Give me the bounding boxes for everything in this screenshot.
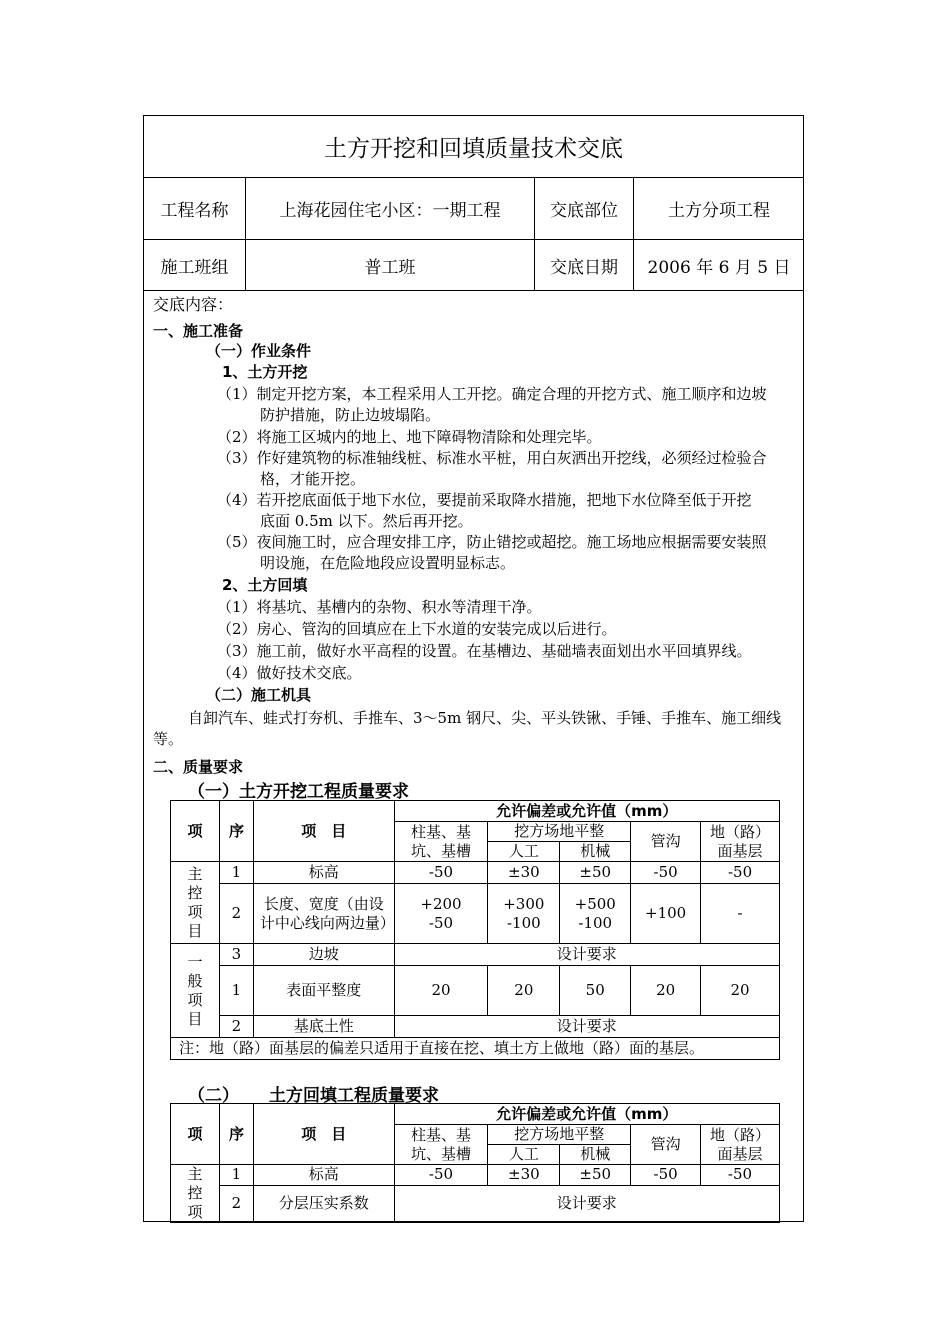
table-cell: 设计要求 [394, 1016, 779, 1038]
table2-h-manual: 人工 [488, 1145, 560, 1165]
table-cell: 长度、宽度（由设计中心线向两边量） [253, 884, 394, 944]
table1-h-col1: 柱基、基 坑、基槽 [394, 822, 488, 862]
para-2: （2）将施工区城内的地上、地下障碍物清除和处理完毕。 [217, 428, 602, 446]
table-cell: +500 -100 [560, 884, 631, 944]
table1-h-site: 挖方场地平整 [488, 822, 631, 842]
table-cell: 20 [488, 966, 560, 1016]
team-row [144, 240, 803, 291]
date-value: 2006 年 6 月 5 日 [633, 240, 804, 290]
table-cell: 1 [219, 1165, 253, 1186]
table2-h-ditch: 管沟 [631, 1125, 701, 1165]
date-label: 交底日期 [534, 240, 633, 290]
para-4a: （4）若开挖底面低于地下水位，要提前采取降水措施，把地下水位降至低于开挖 [217, 491, 752, 509]
table-cell: -50 [394, 1165, 488, 1186]
table1-group-main: 主控项目 [171, 862, 220, 944]
team-label: 施工班组 [160, 257, 229, 278]
table2-group-main: 主控项 [171, 1165, 220, 1223]
table1-caption: （一）土方开挖工程质量要求 [188, 782, 409, 802]
table2-h-item: 项 [171, 1104, 220, 1165]
item-excavation: 1、土方开挖 [222, 363, 308, 381]
table2-h-site: 挖方场地平整 [488, 1125, 631, 1145]
table-cell: 分层压实系数 [253, 1185, 394, 1222]
table-cell: 1 [219, 966, 253, 1016]
table-cell: ±30 [488, 862, 560, 884]
para-5a: （5）夜间施工时，应合理安排工序，防止错挖或超挖。施工场地应根据需要安装照 [217, 533, 767, 551]
table1-h-machine: 机械 [560, 842, 631, 862]
table-cell: +100 [631, 884, 701, 944]
table-cell: 基底土性 [253, 1016, 394, 1038]
part-value: 土方分项工程 [633, 178, 804, 239]
table-cell: 设计要求 [394, 1185, 779, 1222]
para-5b: 明设施，在危险地段应设置明显标志。 [260, 554, 516, 572]
document-title: 土方开挖和回填质量技术交底 [144, 116, 803, 178]
backfill-3: （3）施工前，做好水平高程的设置。在基槽边、基础墙表面划出水平回填界线。 [217, 642, 752, 660]
table2-h-road: 地（路） 面基层 [701, 1125, 780, 1165]
table2-caption: （二） 土方回填工程质量要求 [188, 1086, 439, 1106]
team-value: 普工班 [245, 240, 534, 290]
table-cell: 20 [631, 966, 701, 1016]
table1-h-allow: 允许偏差或允许值（mm） [394, 801, 779, 822]
table1-h-road: 地（路） 面基层 [701, 822, 780, 862]
table-cell: -50 [631, 862, 701, 884]
para-3a: （3）作好建筑物的标准轴线桩、标准水平桩，用白灰洒出开挖线，必须经过检验合 [217, 449, 767, 467]
table-cell: 标高 [253, 1165, 394, 1186]
table1-h-seq: 序 [219, 801, 253, 862]
para-1b: 防护措施，防止边坡塌陷。 [260, 406, 441, 424]
project-row [144, 178, 803, 240]
table1-h-item: 项 [171, 801, 220, 862]
para-1a: （1）制定开挖方案，本工程采用人工开挖。确定合理的开挖方式、施工顺序和边坡 [217, 385, 767, 403]
backfill-1: （1）将基坑、基槽内的杂物、积水等清理干净。 [217, 598, 542, 616]
table2-h-seq: 序 [219, 1104, 253, 1165]
table1-note: 注：地（路）面基层的偏差只适用于直接在挖、填土方上做地（路）面的基层。 [171, 1038, 780, 1060]
table1-h-ditch: 管沟 [631, 822, 701, 862]
table1-group-general: 一般项目 [171, 944, 220, 1038]
table-cell: 20 [394, 966, 488, 1016]
table-cell: 边坡 [253, 944, 394, 966]
subsection-conditions: （一）作业条件 [206, 342, 312, 360]
para-3b: 格，才能开挖。 [260, 470, 366, 488]
table-cell: -50 [701, 862, 780, 884]
table2-h-machine: 机械 [560, 1145, 631, 1165]
table-cell: ±30 [488, 1165, 560, 1186]
table2-h-name: 项 目 [253, 1104, 394, 1165]
table-cell: 设计要求 [394, 944, 779, 966]
backfill-quality-table [170, 1103, 780, 1223]
table2-h-col1: 柱基、基 坑、基槽 [394, 1125, 488, 1165]
table-cell: -50 [701, 1165, 780, 1186]
backfill-2: （2）房心、管沟的回填应在上下水道的安装完成以后进行。 [217, 620, 617, 638]
table-cell: ±50 [560, 1165, 631, 1186]
table-cell: +200 -50 [394, 884, 488, 944]
table-cell: 表面平整度 [253, 966, 394, 1016]
section-2-heading: 二、质量要求 [153, 758, 244, 776]
excavation-quality-table [170, 800, 780, 1060]
table-cell: 50 [560, 966, 631, 1016]
table-cell: 2 [219, 1185, 253, 1222]
table-cell: 3 [219, 944, 253, 966]
table-cell: 标高 [253, 862, 394, 884]
project-name-value: 上海花园住宅小区：一期工程 [245, 178, 534, 239]
table-cell: -50 [631, 1165, 701, 1186]
table-cell: 20 [701, 966, 780, 1016]
document-frame [143, 115, 804, 1222]
subsection-tools: （二）施工机具 [206, 686, 312, 704]
backfill-4: （4）做好技术交底。 [217, 664, 362, 682]
para-4b: 底面 0.5m 以下。然后再开挖。 [260, 512, 473, 530]
table-cell: - [701, 884, 780, 944]
part-label: 交底部位 [534, 178, 633, 239]
tools-line-b: 等。 [153, 730, 184, 748]
table1-h-manual: 人工 [488, 842, 560, 862]
tools-line-a: 自卸汽车、蛙式打夯机、手推车、3～5m 钢尺、尖、平头铁锹、手锤、手推车、施工细线 [188, 709, 782, 727]
table-cell: +300 -100 [488, 884, 560, 944]
project-name-label: 工程名称 [160, 201, 229, 221]
table-cell: 1 [219, 862, 253, 884]
table-cell: 2 [219, 884, 253, 944]
content-label: 交底内容： [153, 295, 234, 314]
table-cell: ±50 [560, 862, 631, 884]
table-cell: -50 [394, 862, 488, 884]
table2-h-allow: 允许偏差或允许值（mm） [394, 1104, 779, 1125]
table-cell: 2 [219, 1016, 253, 1038]
item-backfill: 2、土方回填 [222, 576, 308, 594]
table1-h-name: 项 目 [253, 801, 394, 862]
section-1-heading: 一、施工准备 [153, 322, 244, 340]
